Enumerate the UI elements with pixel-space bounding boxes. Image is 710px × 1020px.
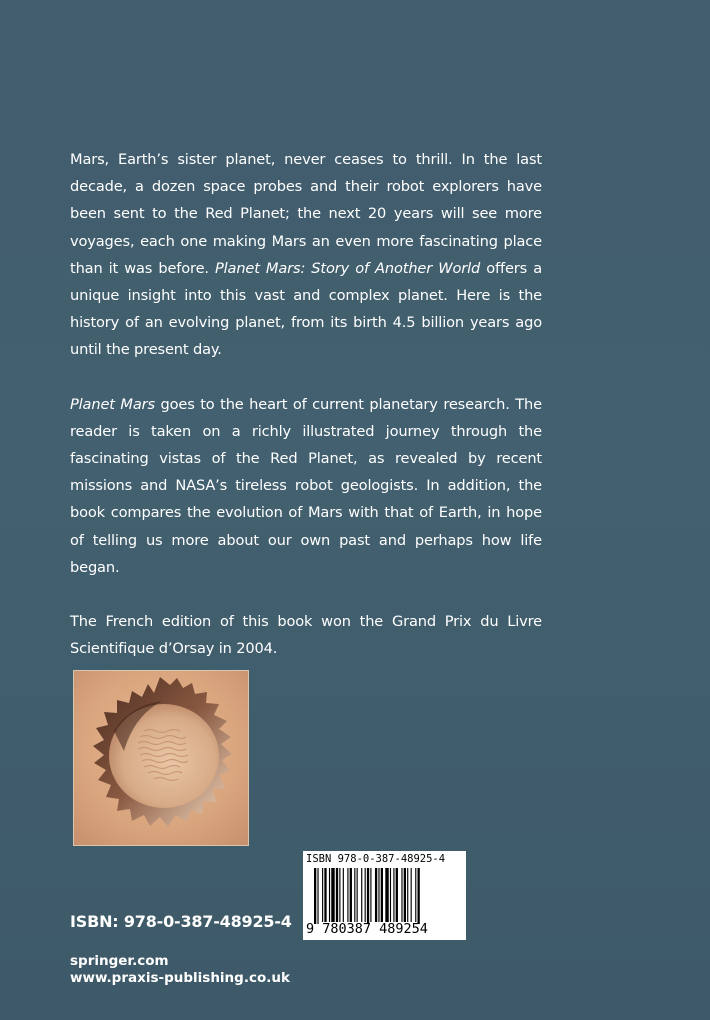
book-title-italic: Planet Mars: Story of Another World	[214, 259, 481, 277]
barcode-bar	[317, 868, 318, 924]
praxis-url[interactable]: www.praxis-publishing.co.uk	[70, 970, 290, 986]
book-short-title-italic: Planet Mars	[70, 395, 155, 413]
barcode-digits: 9 780387 489254	[306, 921, 428, 937]
barcode-bars	[306, 866, 463, 924]
barcode-bar	[324, 868, 326, 922]
back-cover-blurb	[70, 146, 542, 689]
blurb-paragraph-1	[70, 146, 542, 364]
blurb-p1-text-before: Mars, Earth’s sister planet, never ceases to thrill. In the last decade, a dozen space probes and their robot explorers have been sent to the Red Planet; the next 20 years will see more voyages, each one making Mars an even more fascinating place than it was before.	[70, 151, 542, 277]
blurb-p2-text: goes to the heart of current planetary research. The reader is taken on a richly illustrated journey through the fascinating vistas of the Red Planet, as revealed by recent missions and NASA’s tireless robot geologists. In addition, the book compares the evolution of Mars with that of Earth, in hope of telling us more about our own past and perhaps how life began.	[70, 395, 542, 576]
blurb-paragraph-2	[70, 391, 542, 581]
barcode-bar	[347, 868, 348, 922]
barcode-bar	[331, 868, 334, 922]
barcode-bar	[329, 868, 330, 922]
barcode-bar	[375, 868, 377, 922]
barcode-bar	[322, 868, 323, 922]
blurb-p1-text-after: offers a unique insight into this vast and complex planet. Here is the history of an evolving planet, from its birth 4.5 billion years ago until the present day.	[70, 259, 542, 359]
crater-photo	[73, 670, 249, 846]
barcode-bar	[415, 868, 416, 922]
blurb-p3-text: The French edition of this book won the Grand Prix du Livre Scientifique d’Orsay in 2004.	[70, 613, 542, 658]
barcode-bar	[339, 868, 340, 922]
barcode-bar	[418, 868, 420, 924]
barcode-bar	[411, 868, 412, 922]
barcode-bar	[350, 868, 352, 922]
barcode-bar	[404, 868, 406, 922]
springer-url[interactable]: springer.com	[70, 953, 169, 969]
barcode-bar	[407, 868, 408, 922]
barcode-bar	[365, 868, 366, 922]
barcode-bar	[357, 868, 358, 922]
barcode-bar	[354, 868, 355, 922]
publisher-urls	[70, 953, 290, 987]
barcode-bar	[370, 868, 371, 922]
barcode-bar	[314, 868, 316, 924]
barcode-bar	[361, 868, 362, 922]
barcode-bar	[367, 868, 369, 924]
barcode-bar	[343, 868, 344, 922]
barcode-bar	[381, 868, 383, 922]
barcode-bar	[378, 868, 379, 922]
victoria-crater-image	[74, 671, 248, 845]
barcode-isbn-label: ISBN 978-0-387-48925-4	[306, 853, 446, 865]
barcode-bar	[385, 868, 388, 922]
barcode-bar	[396, 868, 398, 922]
barcode-bar	[401, 868, 402, 922]
barcode-bar	[336, 868, 338, 922]
blurb-paragraph-3	[70, 608, 542, 662]
barcode	[303, 851, 466, 940]
barcode-bar	[390, 868, 391, 922]
isbn-number: ISBN: 978-0-387-48925-4	[70, 912, 292, 931]
barcode-bar	[393, 868, 394, 922]
